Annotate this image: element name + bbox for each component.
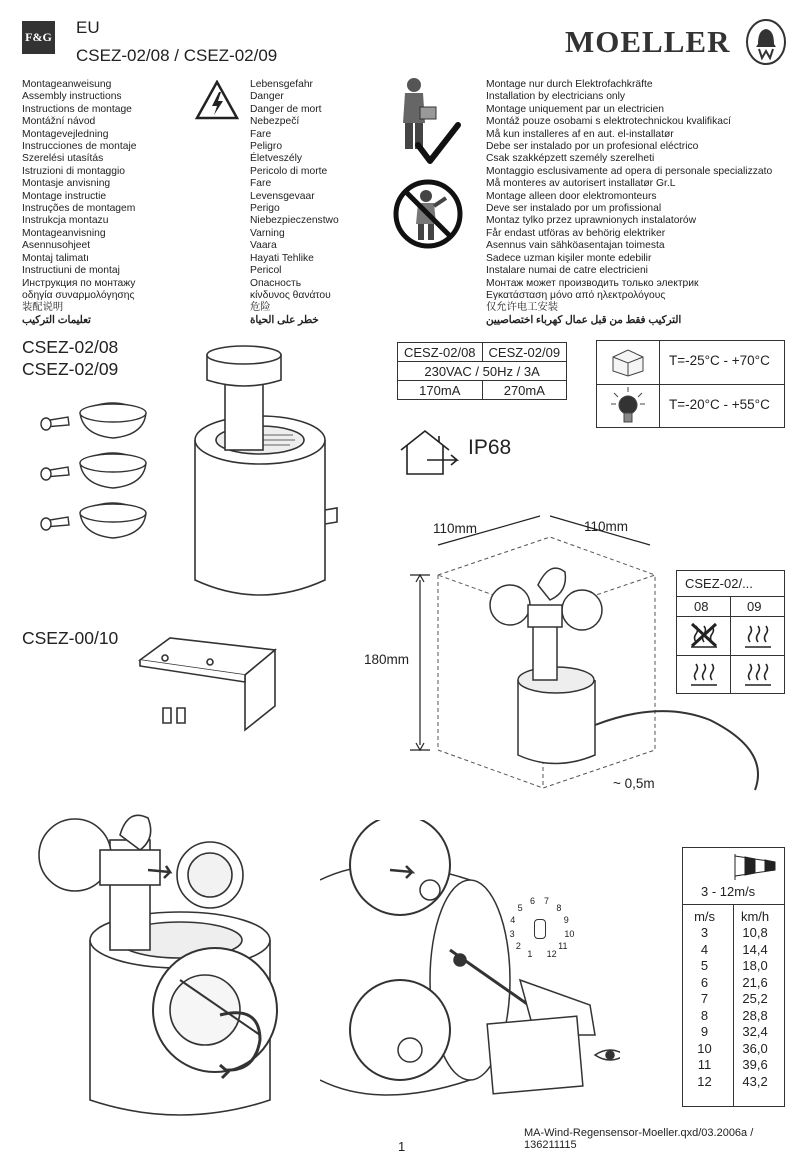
- col2-item: Lebensgefahr: [250, 79, 313, 90]
- col1-item: οδηγία συναρμολόγησης: [22, 289, 135, 301]
- dial-number: 4: [510, 914, 516, 925]
- col1-item: Instruções de montagem: [22, 203, 136, 215]
- wind-ms-value: 3: [700, 925, 709, 941]
- dimension-cable: ~ 0,5m: [613, 776, 655, 791]
- lamp-icon: [611, 387, 645, 425]
- heater-icon-08-bottom: [689, 660, 719, 688]
- col2-item: Pericol: [250, 265, 282, 277]
- wind-ms-value: 4: [700, 941, 709, 957]
- wind-kmh-value: 10,8: [742, 925, 768, 941]
- col3-item: Installation by electricians only: [486, 91, 626, 103]
- cup-assembly-illustration: [30, 810, 315, 1130]
- wind-kmh-value: 25,2: [742, 991, 768, 1007]
- wind-table-row: [683, 974, 784, 991]
- wind-header-kmh: km/h: [740, 908, 770, 924]
- wind-ms-value: 10: [697, 1040, 712, 1056]
- col2-item: خطر على الحياة: [250, 314, 319, 326]
- language-list-title: [22, 79, 136, 327]
- heater-icon-09-top: [743, 622, 773, 650]
- col1-item: Istruzioni di montaggio: [22, 165, 126, 177]
- moeller-bell-icon: [744, 18, 788, 66]
- col2-item: Опасность: [250, 277, 302, 289]
- col1-item: Montage instructie: [22, 190, 107, 202]
- col3-item: Монтаж может производить только электрик: [486, 277, 699, 289]
- col2-item: κίνδυνος θανάτου: [250, 289, 331, 301]
- mounting-bracket-illustration: [135, 630, 285, 740]
- dial-number: 7: [544, 895, 550, 906]
- col3-item: Montaz tylko przez uprawnionych instalatorów: [486, 215, 697, 227]
- col3-item: Montaggio esclusivamente ad opera di personale specializzato: [486, 165, 773, 177]
- brand-badge: [22, 21, 55, 54]
- dial-number: 1: [527, 949, 533, 960]
- dial-number: 10: [564, 928, 575, 939]
- col3-item: Sadece uzman kişiler monte edebilir: [486, 252, 652, 264]
- col2-item: Perigo: [250, 203, 280, 215]
- col2-item: Hayati Tehlike: [250, 252, 314, 264]
- col1-item: Instrukcja montazu: [22, 215, 109, 227]
- col2-item: Niebezpieczenstwo: [250, 215, 339, 227]
- dial-knob[interactable]: [534, 919, 546, 939]
- dimension-height: 180mm: [364, 652, 410, 667]
- wind-kmh-value: 39,6: [742, 1057, 768, 1073]
- ip-rating: IP68: [468, 436, 512, 459]
- col3-item: Montage alleen door elektromonteurs: [486, 190, 657, 202]
- col1-item: Montagevejledning: [22, 128, 109, 140]
- wind-ms-value: 11: [697, 1057, 712, 1073]
- col1-item: Instrucciones de montaje: [22, 141, 137, 153]
- col3-item: Deve ser instalado por um profissional: [486, 203, 662, 215]
- manufacturer-name: MOELLER: [565, 24, 731, 59]
- unqualified-prohibited-icon: [392, 178, 464, 250]
- col2-item: Vaara: [250, 240, 277, 252]
- col3-item: Får endast utföras av behörig elektriker: [486, 227, 666, 239]
- box-icon: [611, 347, 645, 377]
- heater-crossed-icon: [689, 622, 719, 650]
- wind-table-row: [683, 958, 784, 975]
- region-label: EU: [76, 18, 100, 37]
- col2-item: Varning: [250, 227, 285, 239]
- wind-table-row: [683, 1007, 784, 1024]
- col3-item: Asennus vain sähköasentajan toimesta: [486, 240, 665, 252]
- col3-item: Instalare numai de catre electricieni: [486, 265, 648, 277]
- col3-item: Montage nur durch Elektrofachkräfte: [486, 79, 653, 90]
- spec-header-09: CESZ-02/09: [482, 343, 567, 362]
- col1-item: 装配说明: [22, 302, 64, 314]
- wind-ms-value: 6: [700, 974, 709, 990]
- wind-ms-value: 7: [700, 991, 709, 1007]
- wind-speed-table: [682, 847, 785, 1107]
- col1-item: Instructions de montage: [22, 103, 132, 115]
- col3-item: Må kun installeres af en aut. el-installatør: [486, 128, 674, 140]
- temperature-table: [596, 340, 785, 428]
- col3-item: Må monteres av autorisert installatør Gr.L: [486, 178, 676, 190]
- wind-conversion-table: [683, 908, 784, 1090]
- product-label-09: CSEZ-02/09: [22, 359, 119, 379]
- product-label-set1: [22, 336, 118, 380]
- wind-range: 3 - 12m/s: [701, 884, 756, 899]
- wind-kmh-value: 43,2: [742, 1073, 768, 1089]
- indoor-house-icon: [399, 428, 465, 478]
- wind-ms-value: 5: [700, 958, 709, 974]
- col3-item: Debe ser instalado por un profesional eléctrico: [486, 141, 699, 153]
- dial-number: 2: [515, 941, 521, 952]
- brand-badge-text: F&G: [25, 30, 52, 44]
- lamp-temperature: T=-20°C - +55°C: [669, 397, 770, 412]
- col1-item: Montageanweisung: [22, 79, 112, 90]
- wind-kmh-value: 28,8: [742, 1007, 768, 1023]
- sensor-body-illustration: [185, 340, 340, 605]
- dimension-width-1: 110mm: [433, 521, 478, 536]
- dial-number: 3: [509, 928, 515, 939]
- electrician-only-list: [486, 79, 772, 327]
- product-label-bracket: CSEZ-00/10: [22, 628, 119, 648]
- manufacturer-logo: [565, 24, 730, 60]
- col2-item: Levensgevaar: [250, 190, 315, 202]
- wind-kmh-value: 36,0: [742, 1040, 768, 1056]
- col1-item: Instructiuni de montaj: [22, 265, 120, 277]
- page-number: 1: [398, 1139, 406, 1154]
- col1-item: Montážní návod: [22, 116, 96, 128]
- wind-table-row: [683, 1024, 784, 1041]
- wind-ms-value: 8: [700, 1007, 709, 1023]
- product-label-08: CSEZ-02/08: [22, 337, 119, 357]
- heating-table-title: CSEZ-02/...: [685, 576, 753, 591]
- wind-kmh-value: 21,6: [742, 974, 768, 990]
- col2-item: Fare: [250, 128, 272, 140]
- wind-kmh-value: 14,4: [742, 941, 768, 957]
- document-reference: MA-Wind-Regensensor-Moeller.qxd/03.2006a / 136211115: [524, 1127, 754, 1151]
- page-title: CSEZ-02/08 / CSEZ-02/09: [76, 46, 278, 65]
- windsock-icon: [731, 852, 779, 880]
- wind-table-row: [683, 925, 784, 942]
- col3-item: Εγκατάσταση μόνο από ηλεκτρολόγους: [486, 289, 666, 301]
- wind-table-row: [683, 1057, 784, 1074]
- wind-table-row: [683, 991, 784, 1008]
- spec-supply: 230VAC / 50Hz / 3A: [398, 362, 567, 381]
- col1-item: Montaj talimatı: [22, 252, 89, 264]
- wind-ms-value: 9: [700, 1024, 709, 1040]
- col1-item: Szerelési utasítás: [22, 153, 104, 165]
- danger-high-voltage-icon: [195, 80, 239, 120]
- col2-item: Fare: [250, 178, 272, 190]
- heating-col-08: 08: [694, 599, 709, 614]
- col3-item: 仅允许电工安装: [486, 302, 559, 314]
- wind-kmh-value: 18,0: [742, 958, 768, 974]
- wind-header-ms: m/s: [694, 908, 716, 924]
- danger-list: [250, 79, 339, 327]
- col2-item: 危险: [250, 302, 271, 314]
- dial-number: 12: [546, 949, 557, 960]
- screws-and-caps-illustration: [40, 395, 165, 550]
- spec-current-08: 170mA: [398, 381, 483, 400]
- col1-item: Инструкция по монтажу: [22, 277, 136, 289]
- wind-table-row: [683, 1073, 784, 1090]
- col3-item: Montáž pouze osobami s elektrotechnickou kvalifikací: [486, 116, 731, 128]
- col2-item: Danger: [250, 91, 284, 103]
- col2-item: Életveszély: [250, 153, 303, 165]
- col1-item: Assembly instructions: [22, 91, 122, 103]
- dial-number: 8: [556, 902, 562, 913]
- dial-number: 6: [529, 895, 535, 906]
- wind-table-row: [683, 1040, 784, 1057]
- ambient-temperature: T=-25°C - +70°C: [669, 353, 770, 368]
- col1-item: Montasje anvisning: [22, 178, 111, 190]
- spec-header-08: CESZ-02/08: [398, 343, 483, 362]
- col3-item: Montage uniquement par un electricien: [486, 103, 665, 115]
- wind-ms-value: 12: [697, 1073, 712, 1089]
- spec-current-09: 270mA: [482, 381, 567, 400]
- col1-item: Asennusohjeet: [22, 240, 91, 252]
- col1-item: Montageanvisning: [22, 227, 106, 239]
- dimension-width-2: 110mm: [584, 519, 629, 534]
- col2-item: Nebezpečí: [250, 116, 300, 128]
- speed-dial-numbers: [505, 893, 575, 963]
- col2-item: Peligro: [250, 141, 283, 153]
- heating-table: [676, 570, 785, 694]
- wind-kmh-value: 32,4: [742, 1024, 768, 1040]
- dial-number: 5: [517, 902, 523, 913]
- dial-number: 11: [558, 941, 568, 952]
- heater-icon-09-bottom: [743, 660, 773, 688]
- col2-item: Danger de mort: [250, 103, 322, 115]
- col3-item: التركيب فقط من قبل عمال كهرباء اختصاصيين: [486, 314, 682, 326]
- wind-table-row: [683, 941, 784, 958]
- wind-table-header: [683, 908, 784, 925]
- dial-number: 9: [563, 914, 569, 925]
- heating-col-09: 09: [747, 599, 762, 614]
- col1-item: تعليمات التركيب: [22, 314, 91, 326]
- col3-item: Csak szakképzett személy szerelheti: [486, 153, 655, 165]
- electrical-spec-table: [397, 342, 567, 400]
- col2-item: Pericolo di morte: [250, 165, 328, 177]
- electrician-allowed-icon: [396, 75, 464, 165]
- speed-dial-illustration: [320, 820, 620, 1120]
